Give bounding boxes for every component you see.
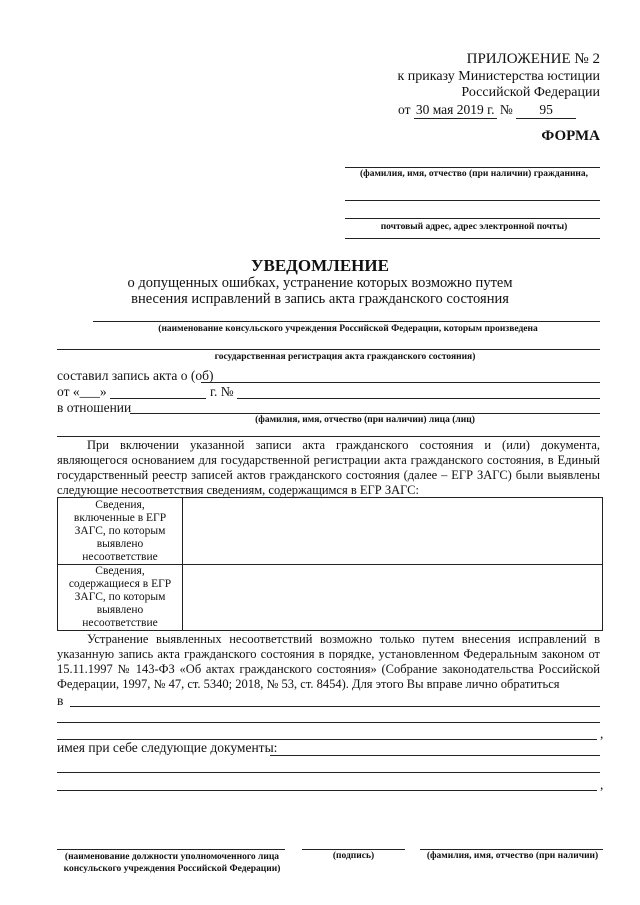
position-caption-2: консульского учреждения Российской Федерации) — [63, 864, 281, 874]
correction-paragraph: Устранение выявленных несоответствий возможно только путем внесения исправлений в указанную запись акта гражданского состояния в порядке, установленном Федеральным законом от 15.11.1997 № 143-ФЗ «Об актах гражданского состояния» (Собрание законодательства Российской Федерации, 1997, № 47, ст. 5340; 2018, № 53, ст. 8454). Для этого Вы вправе лично обратиться — [57, 632, 600, 691]
apply-line-2 — [57, 722, 600, 723]
signer-name-line — [420, 849, 603, 850]
consulate-line-1 — [93, 321, 600, 322]
consulate-line-2 — [57, 349, 600, 350]
discrepancy-table — [57, 497, 603, 631]
number-label: № — [499, 102, 513, 117]
table-row — [58, 565, 603, 631]
signer-name-caption: (фамилия, имя, отчество (при наличии) — [426, 851, 599, 861]
table-cell-contained-value — [183, 565, 603, 631]
table-row — [58, 498, 603, 565]
consulate-caption-1: (наименование консульского учреждения Российской Федерации, которым произведена — [158, 324, 538, 334]
recipient-address-line — [345, 238, 600, 239]
recipient-line-3 — [345, 218, 600, 219]
appendix-header — [300, 51, 600, 101]
record-person-label: в отношении — [57, 400, 132, 415]
table-row-label-included: Сведения, включенные в ЕГР ЗАГС, по которым выявлено несоответствие — [58, 498, 183, 565]
order-number: 95 — [516, 102, 576, 119]
position-caption-1: (наименование должности уполномоченного лица — [64, 852, 280, 862]
notice-subtitle-2: внесения исправлений в запись акта гражданского состояния — [131, 291, 509, 307]
appendix-title: ПРИЛОЖЕНИЕ № 2 — [466, 51, 600, 67]
record-person-line — [130, 413, 600, 414]
form-label: ФОРМА — [541, 128, 600, 144]
recipient-line-2 — [345, 200, 600, 201]
record-person-line-2 — [57, 436, 600, 437]
documents-line-3 — [57, 790, 597, 791]
apply-line-1 — [70, 706, 600, 707]
recipient-name-caption: (фамилия, имя, отчество (при наличии) гражданина, — [359, 169, 589, 179]
record-number-label: г. № — [210, 384, 234, 399]
order-date-row — [398, 102, 608, 119]
signature-caption: (подпись) — [332, 851, 375, 861]
order-date: 30 мая 2019 г. — [415, 102, 495, 117]
signature-line — [302, 849, 405, 850]
recipient-address-caption: почтовый адрес, адрес электронной почты) — [380, 222, 568, 232]
record-date-label: от «___» — [57, 384, 107, 399]
documents-label: имея при себе следующие документы: — [57, 740, 278, 755]
record-person-caption: (фамилия, имя, отчество (при наличии) лица (лиц) — [255, 415, 475, 425]
apply-comma: , — [600, 726, 604, 741]
notice-title: УВЕДОМЛЕНИЕ — [251, 256, 389, 275]
record-date-line — [110, 398, 206, 399]
date-prefix: от — [398, 102, 411, 117]
recipient-name-line — [345, 167, 600, 168]
record-number-line — [237, 398, 600, 399]
record-type-line — [201, 382, 600, 383]
table-row-label-contained: Сведения, содержащиеся в ЕГР ЗАГС, по которым выявлено несоответствие — [58, 565, 183, 631]
ministry-line: Российской Федерации — [461, 85, 600, 100]
record-type-label: составил запись акта о (об) — [57, 368, 214, 383]
documents-line-2 — [57, 772, 600, 773]
order-ref-line: к приказу Министерства юстиции — [397, 69, 600, 84]
position-signature-line — [57, 849, 285, 850]
consulate-caption-2: государственная регистрация акта гражданского состояния) — [214, 352, 476, 362]
discrepancy-paragraph: При включении указанной записи акта гражданского состояния и (или) документа, являющегося основанием для государственной регистрации акта гражданского состояния, в Единый государственный реестр записей актов гражданского состояния (далее – ЕГР ЗАГС) были выявлены следующие несоответствия сведениям, содержащимся в ЕГР ЗАГС: — [57, 438, 600, 497]
apply-prefix: в — [57, 693, 64, 708]
documents-line-1 — [270, 755, 600, 756]
notice-subtitle-1: о допущенных ошибках, устранение которых возможно путем — [127, 275, 513, 291]
position-caption — [52, 851, 292, 875]
documents-comma: , — [600, 777, 604, 792]
table-cell-included-value — [183, 498, 603, 565]
